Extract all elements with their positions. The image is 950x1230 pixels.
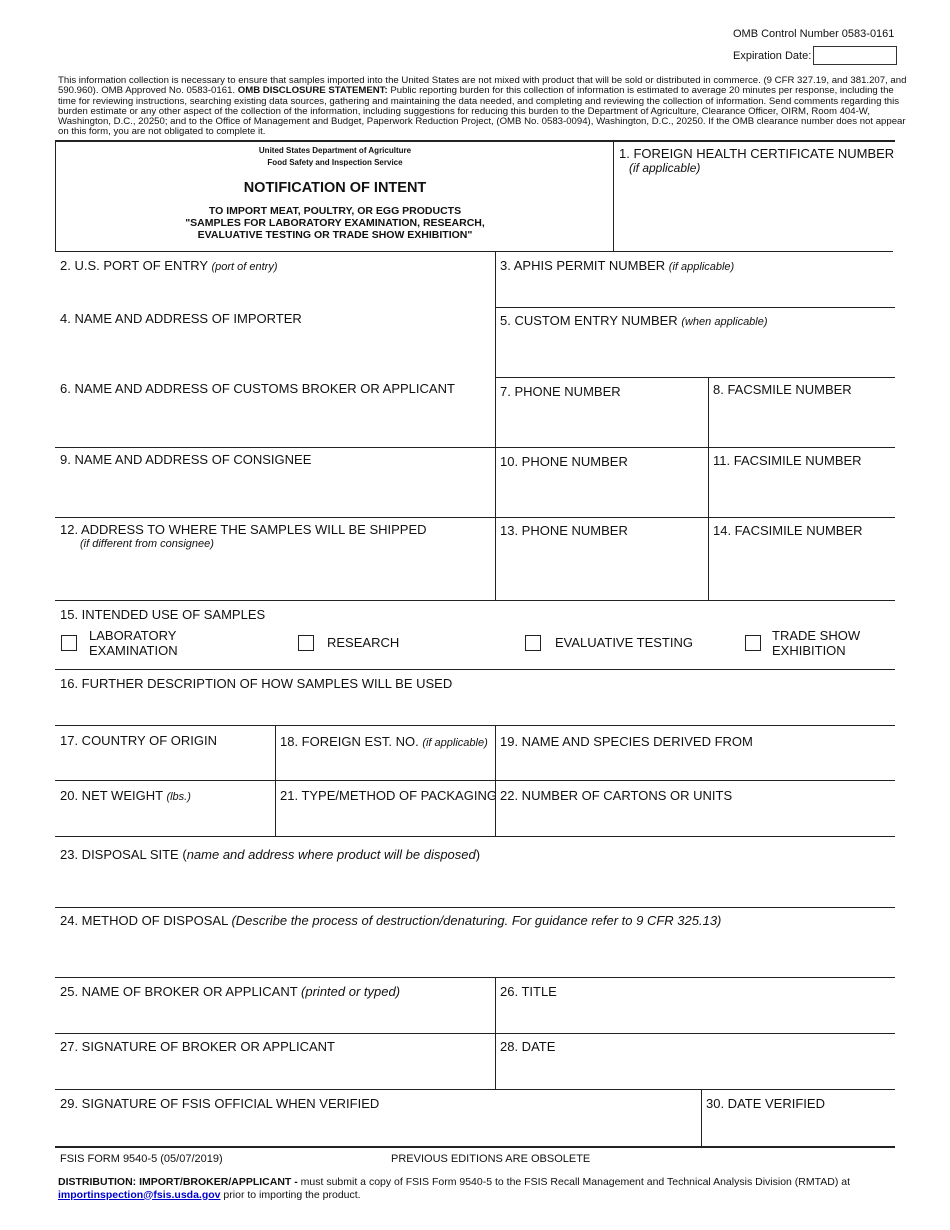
title-input[interactable]: [500, 1003, 890, 1029]
broker-signature-input[interactable]: [60, 1059, 490, 1085]
net-weight-input[interactable]: [60, 806, 270, 832]
field-2-text: 2. U.S. PORT OF ENTRY: [60, 258, 212, 273]
field-3-label: [500, 258, 734, 273]
field-23-note: name and address where product will be disposed: [186, 847, 476, 862]
line-row7: [55, 669, 895, 670]
field-15-label: 15. INTENDED USE OF SAMPLES: [60, 607, 266, 622]
phone-7-input[interactable]: [500, 405, 703, 441]
previous-editions-note: PREVIOUS EDITIONS ARE OBSOLETE: [391, 1153, 591, 1165]
line-row5: [55, 517, 895, 518]
disposal-site-input[interactable]: [60, 866, 890, 902]
field-2-label: [60, 258, 278, 273]
date-verified-input[interactable]: [706, 1115, 890, 1141]
field-20-note: (lbs.): [166, 791, 191, 803]
expiration-label: Expiration Date:: [733, 50, 812, 62]
form-number: FSIS FORM 9540-5 (05/07/2019): [60, 1153, 223, 1165]
distribution-text: must submit a copy of FSIS Form 9540-5 to the FSIS Recall Management and Technical Analysis Division (RMTAD) at: [300, 1176, 851, 1188]
aphis-permit-input[interactable]: [500, 277, 890, 301]
service-name: Food Safety and Inspection Service: [267, 158, 403, 167]
field-28-label: 28. DATE: [500, 1039, 556, 1054]
fax-8-input[interactable]: [713, 405, 890, 441]
field-26-label: 26. TITLE: [500, 984, 557, 999]
field-5-label: [500, 313, 768, 328]
field-20-text: 20. NET WEIGHT: [60, 788, 167, 803]
checkbox-trade-show[interactable]: [745, 635, 761, 651]
field-27-label: 27. SIGNATURE OF BROKER OR APPLICANT: [60, 1039, 335, 1054]
field-25-text: 25. NAME OF BROKER OR APPLICANT: [60, 984, 302, 999]
subtitle-1: TO IMPORT MEAT, POULTRY, OR EGG PRODUCTS: [208, 205, 462, 217]
further-description-input[interactable]: [60, 695, 890, 721]
species-input[interactable]: [500, 753, 890, 777]
health-certificate-input[interactable]: [619, 190, 889, 230]
cartons-input[interactable]: [500, 806, 890, 832]
field-11-label: 11. FACSIMILE NUMBER: [713, 453, 862, 468]
line-row10: [55, 836, 895, 837]
field-17-label: 17. COUNTRY OF ORIGIN: [60, 733, 217, 748]
field-3-text: 3. APHIS PERMIT NUMBER: [500, 258, 669, 273]
field-6-label: 6. NAME AND ADDRESS OF CUSTOMS BROKER OR APPLICANT: [60, 381, 455, 396]
expiration-date-input[interactable]: [813, 46, 897, 65]
omb-control-number: OMB Control Number 0583-0161: [733, 28, 895, 40]
ship-address-input[interactable]: [60, 556, 490, 596]
line-row13: [55, 1033, 895, 1034]
date-input[interactable]: [500, 1059, 890, 1085]
col-divider-29-30: [701, 1089, 702, 1146]
line-row8: [55, 725, 895, 726]
field-9-label: 9. NAME AND ADDRESS OF CONSIGNEE: [60, 452, 312, 467]
subtitle-2: "SAMPLES FOR LABORATORY EXAMINATION, RESEARCH,: [185, 217, 485, 229]
field-30-label: 30. DATE VERIFIED: [706, 1096, 825, 1111]
field-10-label: 10. PHONE NUMBER: [500, 454, 628, 469]
line-row6: [55, 600, 895, 601]
field-23-end: ): [475, 847, 481, 862]
field-8-label: 8. FACSMILE NUMBER: [713, 382, 852, 397]
fax-14-input[interactable]: [713, 545, 890, 595]
distribution-end: prior to importing the product.: [220, 1188, 361, 1201]
label-research: RESEARCH: [327, 635, 400, 650]
phone-10-input[interactable]: [500, 475, 703, 511]
field-16-label: 16. FURTHER DESCRIPTION OF HOW SAMPLES WILL BE USED: [60, 676, 453, 691]
email-link[interactable]: importinspection@fsis.usda.gov: [58, 1188, 221, 1201]
fsis-signature-input[interactable]: [60, 1115, 696, 1141]
field-21-label: 21. TYPE/METHOD OF PACKAGING: [280, 788, 497, 803]
importer-input[interactable]: [60, 332, 490, 372]
field-18-label: [280, 734, 488, 749]
disclosure-statement: [58, 76, 910, 138]
checkbox-research[interactable]: [298, 635, 314, 651]
form-title: NOTIFICATION OF INTENT: [243, 180, 427, 196]
label-exhibition: EXHIBITION: [772, 643, 846, 658]
line-row9: [55, 780, 895, 781]
field-1-label: 1. FOREIGN HEALTH CERTIFICATE NUMBER: [619, 146, 895, 161]
field-24-note: (Describe the process of destruction/denaturing. For guidance refer to 9 CFR 325.13): [231, 913, 722, 928]
customs-broker-input[interactable]: [60, 402, 490, 442]
field-14-label: 14. FACSIMILE NUMBER: [713, 523, 863, 538]
field-18-note: (if applicable): [422, 737, 488, 749]
form-top-border: [55, 140, 895, 142]
field-1-note: (if applicable): [629, 161, 701, 175]
dept-name: United States Department of Agriculture: [258, 146, 412, 155]
field-24-label: [60, 913, 721, 928]
disposal-method-input[interactable]: [60, 933, 890, 973]
field-3-note: (if applicable): [668, 261, 735, 273]
country-of-origin-input[interactable]: [60, 753, 270, 777]
line-header-bottom: [55, 251, 893, 252]
line-row4: [55, 447, 895, 448]
field-18-text: 18. FOREIGN EST. NO.: [280, 734, 423, 749]
disclosure-part2: Public reporting burden for this collection of information is estimated to average 20 minutes per response, including the time for reviewing instructions, searching existing data sources, gathering and maintaining the data needed, and completing and reviewing the collection of information. Send comments regarding this burden estimate or any other aspect of the collection of the information, including suggestions for reducing this burden to the Department of Agriculture, Clearance Officer, OIRM, Room 404-W, Washington, D.C., 20250; and to the Office of Management and Budget, Paperwork Reduction Project, (OMB No. 0583-0094), Washington, D.C., 20250. If the OMB clearance number does not appear on this form, you are not obligated to complete it.: [58, 85, 906, 138]
label-examination: EXAMINATION: [89, 643, 178, 658]
field-4-label: 4. NAME AND ADDRESS OF IMPORTER: [60, 311, 302, 326]
form-bottom-border: [55, 1146, 895, 1148]
port-of-entry-input[interactable]: [60, 277, 490, 301]
field-29-label: 29. SIGNATURE OF FSIS OFFICIAL WHEN VERIFIED: [60, 1096, 380, 1111]
label-trade-show: TRADE SHOW: [772, 628, 861, 643]
label-laboratory: LABORATORY: [89, 628, 177, 643]
field-5-text: 5. CUSTOM ENTRY NUMBER: [500, 313, 682, 328]
field-12-label: 12. ADDRESS TO WHERE THE SAMPLES WILL BE SHIPPED: [60, 522, 427, 537]
disclosure-part1: This information collection is necessary to ensure that samples imported into the United States are not mixed with product that will be sold or distributed in commerce. (9 CFR 327.19, and 381.207, and 590.960). OMB Approved No. 0583-0161.: [58, 75, 907, 97]
field-23-text: 23. DISPOSAL SITE (: [60, 847, 187, 862]
line-row2-right: [495, 307, 895, 308]
checkbox-evaluative-testing[interactable]: [525, 635, 541, 651]
line-row3-right: [495, 377, 895, 378]
disclosure-bold: OMB DISCLOSURE STATEMENT:: [237, 85, 388, 97]
checkbox-laboratory-examination[interactable]: [61, 635, 77, 651]
subtitle-3: EVALUATIVE TESTING OR TRADE SHOW EXHIBITION": [197, 229, 473, 241]
custom-entry-input[interactable]: [500, 335, 890, 371]
label-evaluative-testing: EVALUATIVE TESTING: [555, 635, 693, 650]
line-row14: [55, 1089, 895, 1090]
field-13-label: 13. PHONE NUMBER: [500, 523, 628, 538]
field-19-label: 19. NAME AND SPECIES DERIVED FROM: [500, 734, 753, 749]
packaging-input[interactable]: [280, 806, 490, 832]
field-7-label: 7. PHONE NUMBER: [500, 384, 621, 399]
fax-11-input[interactable]: [713, 475, 890, 511]
consignee-input[interactable]: [60, 472, 490, 512]
field-25-note: (printed or typed): [301, 984, 401, 999]
col-divider-upper: [495, 251, 496, 601]
col-divider-phone-fax: [708, 377, 709, 601]
field-2-note: (port of entry): [211, 261, 278, 273]
line-row11: [55, 907, 895, 908]
distribution-bold: DISTRIBUTION: IMPORT/BROKER/APPLICANT -: [58, 1176, 301, 1188]
field-5-note: (when applicable): [681, 316, 768, 328]
distribution-note: [58, 1176, 908, 1201]
field-25-label: [60, 984, 400, 999]
field-22-label: 22. NUMBER OF CARTONS OR UNITS: [500, 788, 733, 803]
field-23-label: [60, 847, 480, 862]
broker-name-input[interactable]: [60, 1003, 490, 1029]
phone-13-input[interactable]: [500, 545, 703, 595]
line-row12: [55, 977, 895, 978]
field-12-note: (if different from consignee): [80, 538, 214, 550]
foreign-est-input[interactable]: [280, 753, 490, 777]
field-24-text: 24. METHOD OF DISPOSAL: [60, 913, 232, 928]
field-20-label: [60, 788, 191, 803]
